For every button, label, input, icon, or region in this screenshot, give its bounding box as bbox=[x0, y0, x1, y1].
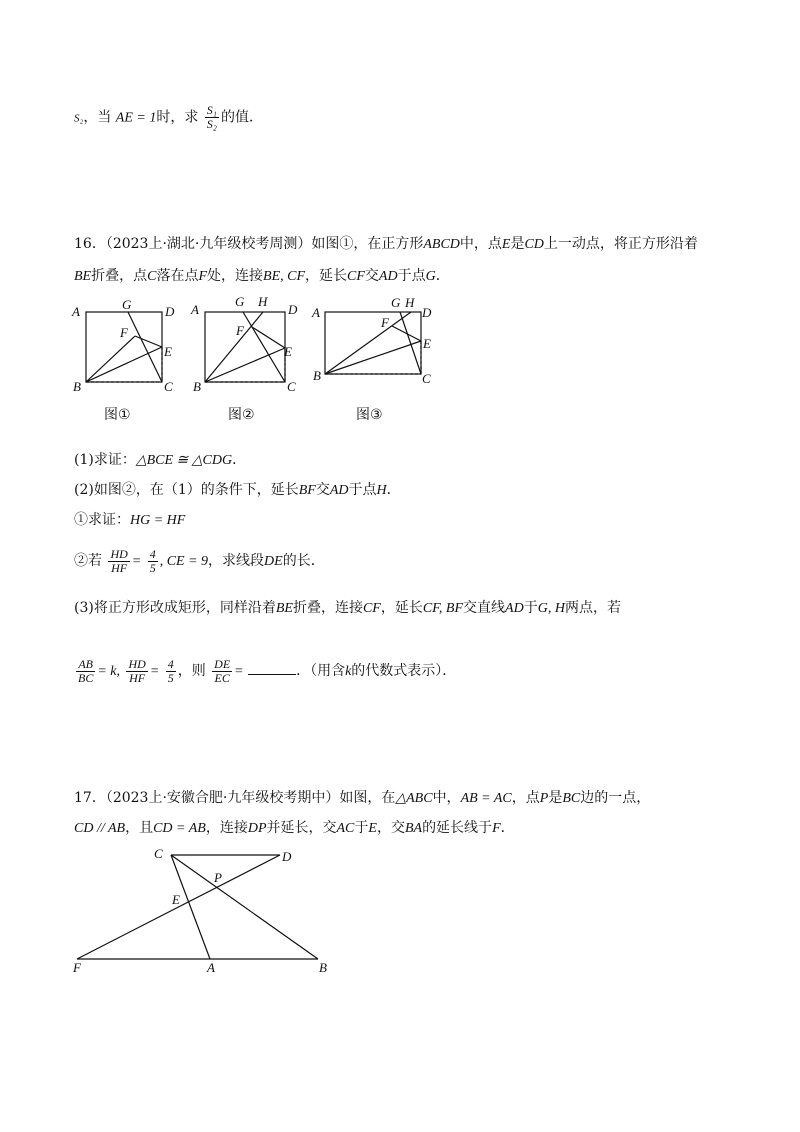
frac-den: EC bbox=[214, 670, 230, 685]
label: E bbox=[284, 344, 292, 359]
q15-text: 的值． bbox=[220, 109, 263, 126]
text: 交 bbox=[364, 268, 379, 284]
frac-den: 5 bbox=[167, 670, 174, 685]
line-fe bbox=[252, 327, 285, 348]
figure-2-labels bbox=[190, 294, 298, 394]
math: AC bbox=[336, 821, 355, 836]
frac-num: HD bbox=[128, 656, 146, 671]
text: 并延长，交 bbox=[266, 820, 337, 836]
line-df bbox=[77, 855, 280, 959]
text: ． bbox=[435, 268, 450, 284]
text: 折叠，点 bbox=[91, 268, 148, 284]
frac-num: HD bbox=[110, 546, 128, 561]
text: 交直线 bbox=[463, 600, 506, 616]
math: BE bbox=[275, 601, 293, 616]
label: C bbox=[422, 371, 431, 386]
ae-condition: AE = 1 bbox=[115, 110, 157, 126]
text: 是 bbox=[548, 790, 563, 806]
text: 的延长线于 bbox=[422, 820, 493, 836]
math: = bbox=[149, 664, 160, 679]
math: F bbox=[198, 269, 208, 284]
math: CF bbox=[362, 601, 381, 616]
frac-num: 4 bbox=[167, 656, 174, 671]
label: A bbox=[312, 305, 320, 320]
text: ，交 bbox=[376, 820, 405, 836]
math: F bbox=[492, 821, 501, 836]
q16-part2-i bbox=[74, 510, 185, 531]
rectangle-abcd bbox=[325, 312, 421, 374]
math: = k, bbox=[97, 664, 121, 679]
math: ABCD bbox=[423, 237, 460, 252]
four-fifths bbox=[166, 658, 176, 685]
q17-header: 17．（2023上·安徽合肥·九年级校考期中）如图，在 bbox=[74, 790, 396, 806]
text: 是 bbox=[510, 236, 525, 252]
math: △ABC bbox=[395, 791, 433, 806]
de-over-ec bbox=[212, 658, 232, 685]
frac-num: DE bbox=[214, 656, 231, 671]
text: ①求证： bbox=[74, 512, 130, 528]
ab-over-bc bbox=[76, 658, 95, 685]
text: 边的一点， bbox=[580, 790, 651, 806]
q16-figures bbox=[60, 290, 460, 405]
line-gc bbox=[128, 312, 162, 382]
q16-header: 16．（2023上·湖北·九年级校考周测）如图①，在正方形 bbox=[74, 236, 424, 252]
q17-line-2 bbox=[74, 818, 515, 839]
label: A bbox=[207, 960, 215, 975]
label: D bbox=[288, 302, 298, 317]
figure-2-caption: 图② bbox=[228, 407, 255, 423]
text: 的代数式表示）． bbox=[351, 663, 457, 679]
label: B bbox=[313, 368, 321, 383]
math: CD // AB bbox=[74, 821, 126, 836]
math: BE, CF bbox=[263, 269, 306, 284]
text: 处，连接 bbox=[207, 268, 264, 284]
label: H bbox=[405, 295, 415, 310]
label: D bbox=[282, 849, 292, 864]
math: BA bbox=[404, 821, 423, 836]
label: D bbox=[422, 305, 432, 320]
label: B bbox=[193, 379, 201, 394]
label: F bbox=[120, 325, 128, 340]
frac-den: HF bbox=[111, 560, 128, 575]
text: (3)将正方形改成矩形，同样沿着 bbox=[74, 600, 276, 616]
label: F bbox=[73, 960, 81, 975]
s2-symbol: S₂ bbox=[74, 112, 84, 125]
label: E bbox=[423, 336, 431, 351]
label: G bbox=[391, 295, 401, 310]
text: 于 bbox=[354, 820, 369, 836]
math: BC bbox=[562, 791, 581, 806]
q16-line-1 bbox=[74, 234, 698, 255]
math: G bbox=[425, 269, 436, 284]
math: E bbox=[368, 821, 377, 836]
q16-part1 bbox=[74, 450, 246, 471]
label: C bbox=[164, 379, 173, 394]
q16-part2 bbox=[74, 480, 401, 501]
math: E bbox=[501, 237, 511, 252]
text: 上一动点，将正方形沿着 bbox=[543, 236, 698, 252]
label: A bbox=[72, 304, 80, 319]
text: ②若 bbox=[74, 553, 102, 569]
math: BF bbox=[298, 483, 316, 498]
s1-over-s2-fraction bbox=[205, 104, 219, 131]
math: H bbox=[376, 483, 387, 498]
math: CF, BF bbox=[422, 601, 464, 616]
text: 于点 bbox=[397, 268, 426, 284]
figure-1 bbox=[86, 312, 162, 382]
line-gc bbox=[400, 312, 421, 374]
math: C bbox=[147, 269, 157, 284]
q15-tail-line bbox=[74, 104, 263, 131]
four-fifths bbox=[148, 548, 158, 575]
text: 落在点 bbox=[156, 268, 199, 284]
label: G bbox=[122, 297, 132, 312]
math: AD bbox=[505, 601, 524, 616]
text: ． bbox=[386, 482, 401, 498]
math: CD bbox=[524, 237, 544, 252]
q15-text: 时，求 bbox=[156, 109, 199, 126]
math: AD bbox=[329, 483, 349, 498]
math: = bbox=[234, 664, 244, 679]
frac-num: 4 bbox=[149, 546, 156, 561]
frac-den: HF bbox=[129, 670, 146, 685]
text: ，延长 bbox=[305, 268, 348, 284]
math: P bbox=[539, 791, 549, 806]
frac-den: S₂ bbox=[206, 117, 217, 131]
label: F bbox=[236, 323, 244, 338]
line-gc bbox=[243, 312, 285, 382]
frac-den: BC bbox=[78, 670, 94, 685]
line-fe bbox=[135, 336, 162, 347]
math: AB = AC bbox=[460, 791, 512, 806]
q16-line-2 bbox=[74, 266, 450, 287]
math: AD bbox=[378, 269, 398, 284]
math: , CE = 9 bbox=[159, 554, 209, 569]
text: ，且 bbox=[125, 820, 154, 836]
label: B bbox=[73, 379, 81, 394]
label: A bbox=[191, 302, 199, 317]
hd-over-hf bbox=[108, 548, 129, 575]
text: (2)如图②，在（1）的条件下，延长 bbox=[74, 482, 299, 498]
text: ，连接 bbox=[205, 820, 248, 836]
line-fe bbox=[392, 326, 421, 341]
label: C bbox=[154, 846, 163, 861]
label: F bbox=[381, 315, 389, 330]
line-ca bbox=[171, 855, 210, 959]
math: = bbox=[131, 554, 142, 569]
line-cb bbox=[171, 855, 318, 959]
q17-lines bbox=[77, 855, 318, 959]
text: ，延长 bbox=[380, 600, 423, 616]
square-abcd bbox=[205, 312, 285, 382]
figure-1-caption: 图① bbox=[104, 407, 131, 423]
q16-part2-ii bbox=[74, 546, 325, 577]
q15-text: ，当 bbox=[83, 109, 112, 126]
line-bf bbox=[86, 336, 135, 382]
frac-num: S₁ bbox=[206, 103, 217, 117]
math: DE bbox=[264, 554, 283, 569]
line-be bbox=[325, 341, 421, 374]
q17-labels bbox=[72, 846, 327, 975]
text: 的长． bbox=[282, 553, 325, 569]
label: H bbox=[258, 294, 268, 309]
math: k bbox=[345, 664, 352, 679]
text: 于点 bbox=[348, 482, 377, 498]
label: G bbox=[235, 294, 245, 309]
label: E bbox=[172, 892, 180, 907]
math: CD = AB bbox=[153, 821, 206, 836]
text: ，则 bbox=[177, 663, 206, 679]
figure-3 bbox=[325, 312, 421, 374]
text: ，求线段 bbox=[208, 553, 265, 569]
frac-num: AB bbox=[76, 658, 95, 672]
text: (1)求证： bbox=[74, 452, 136, 468]
line-be bbox=[86, 347, 162, 382]
text: ．（用含 bbox=[296, 663, 346, 679]
q17-line-1 bbox=[74, 788, 650, 809]
answer-blank[interactable] bbox=[248, 662, 296, 675]
text: 中，点 bbox=[459, 236, 502, 252]
line-bh bbox=[205, 312, 263, 382]
figure-3-caption: 图③ bbox=[356, 407, 383, 423]
text: 两点，若 bbox=[564, 600, 621, 616]
label: D bbox=[165, 304, 175, 319]
text: ． bbox=[232, 452, 247, 468]
math: △BCE ≅ △CDG bbox=[135, 453, 233, 468]
hd-over-hf bbox=[126, 658, 147, 685]
text: 交 bbox=[315, 482, 330, 498]
text: ，点 bbox=[511, 790, 540, 806]
label: B bbox=[319, 960, 327, 975]
q16-part3-line2 bbox=[74, 656, 456, 687]
q16-part3-line1 bbox=[74, 598, 621, 619]
text: 于 bbox=[523, 600, 538, 616]
math: HG = HF bbox=[130, 513, 186, 528]
math: BE bbox=[74, 269, 92, 284]
label: C bbox=[287, 379, 296, 394]
label: E bbox=[164, 344, 172, 359]
text: 折叠，连接 bbox=[292, 600, 363, 616]
line-be bbox=[205, 348, 285, 382]
text: ． bbox=[500, 820, 515, 836]
line-bh bbox=[325, 312, 411, 374]
math: G, H bbox=[537, 601, 565, 616]
math: CF bbox=[347, 269, 365, 284]
math: DP bbox=[247, 821, 267, 836]
text: 中， bbox=[432, 790, 461, 806]
figure-2 bbox=[205, 312, 285, 382]
label: P bbox=[214, 870, 222, 885]
q17-figure bbox=[60, 840, 360, 980]
frac-den: 5 bbox=[149, 560, 156, 575]
